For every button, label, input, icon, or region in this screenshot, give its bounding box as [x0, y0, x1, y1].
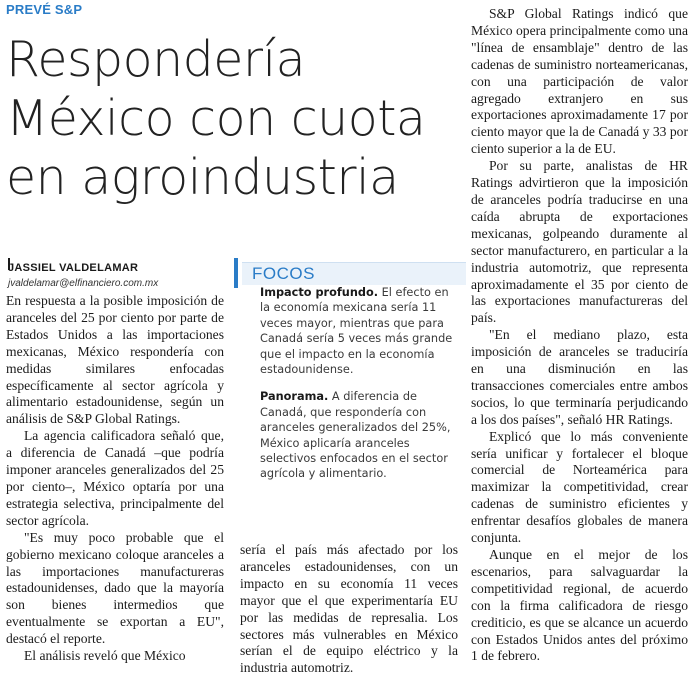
paragraph: Aunque en el mejor de los escenarios, para salvaguardar la competitividad regional, de acuerdo con la firma calificadora de riesgo crediticio, es que se alcance un acuerdo con Estados Unidos antes del próximo 1 de febrero. — [471, 547, 688, 664]
headline — [6, 30, 476, 207]
headline-line: en agroindustria — [6, 149, 399, 206]
paragraph: Explicó que lo más conveniente sería unificar y fortalecer el bloque comercial de Norteamérica para maximizar la competitividad, crear cadenas de suministro eficientes y enfrentar desafíos globales de manera conjunta. — [471, 428, 688, 546]
paragraph: El análisis reveló que México — [24, 648, 186, 664]
focos-sidebar — [260, 285, 456, 494]
paragraph: "En el mediano plazo, esta imposición de aranceles se traduciría en una disminución en las transacciones comerciales entre ambos socios, lo que terminaría perjudicando a los dos países", señaló HR Ratings. — [471, 327, 688, 427]
paragraph: La agencia calificadora señaló que, a diferencia de Canadá –que podría imponer aranceles generalizados del 25 por ciento–, México optaría por una estrategia selectiva, principalmente del sector agrícola. — [6, 428, 224, 528]
focos-item — [260, 389, 456, 481]
paragraph: Por su parte, analistas de HR Ratings advirtieron que la imposición de aranceles podría traducirse en una caída abrupta de exportaciones mexicanas, golpeando duramente al sector manufacturero, en particular a la industria automotriz, que representa aproximadamente el 35 por ciento de las exportaciones manufactureras del país. — [471, 158, 688, 326]
focos-item-text: A diferencia de Canadá, que respondería con aranceles generalizados del 25%, México aplicaría aranceles selectivos enfocados en el sector agrícola y alimentario. — [260, 390, 451, 481]
headline-line: México con cuota — [6, 90, 426, 147]
paragraph: sería el país más afectado por los aranceles estadounidenses, con un impacto en su economía 11 veces mayor que el que experimentaría EU por las medidas de represalia. Los sectores más vulnerables en México serían el de equipo eléctrico y la industria automotriz. — [240, 542, 458, 676]
headline-line: Respondería — [6, 31, 306, 88]
byline-author: JASSIEL VALDELAMAR — [8, 262, 139, 274]
paragraph: S&P Global Ratings indicó que México opera principalmente como una "línea de ensamblaje" dentro de las cadenas de suministro norteamericanas, con una participación de valor agregado extranjero en sus exportaciones aproximadamente 17 por ciento mayor que la de Canadá y 33 por ciento superior a la de EU. — [471, 6, 688, 157]
focos-item-lead: Impacto profundo. — [260, 286, 379, 299]
body-column-1 — [6, 293, 224, 665]
section-kicker: PREVÉ S&P — [6, 2, 83, 17]
body-column-2 — [240, 542, 458, 677]
byline-email: jvaldelamar@elfinanciero.com.mx — [8, 278, 159, 289]
body-column-3 — [471, 6, 688, 665]
paragraph: "Es muy poco probable que el gobierno mexicano coloque aranceles a las importaciones manufactureras estadounidenses, dado que la mayoría son bienes intermedios que eventualmente se exportan a EU", destacó el reporte. — [6, 529, 224, 647]
focos-item — [260, 285, 456, 377]
focos-item-lead: Panorama. — [260, 390, 329, 404]
focos-accent-bar — [234, 258, 238, 288]
focos-item-text: El efecto en la economía mexicana sería 11 veces mayor, mientras que para Canadá sería 5 veces más grande que el impacto en la economía estadounidense. — [260, 286, 453, 377]
paragraph: En respuesta a la posible imposición de aranceles del 25 por ciento por parte de Estados Unidos a las importaciones mexicanas, México respondería con medidas similares enfocadas específicamente al sector agrícola y alimentario estadounidense, según un análisis de S&P Global Ratings. — [6, 293, 224, 427]
focos-title: FOCOS — [242, 262, 466, 285]
